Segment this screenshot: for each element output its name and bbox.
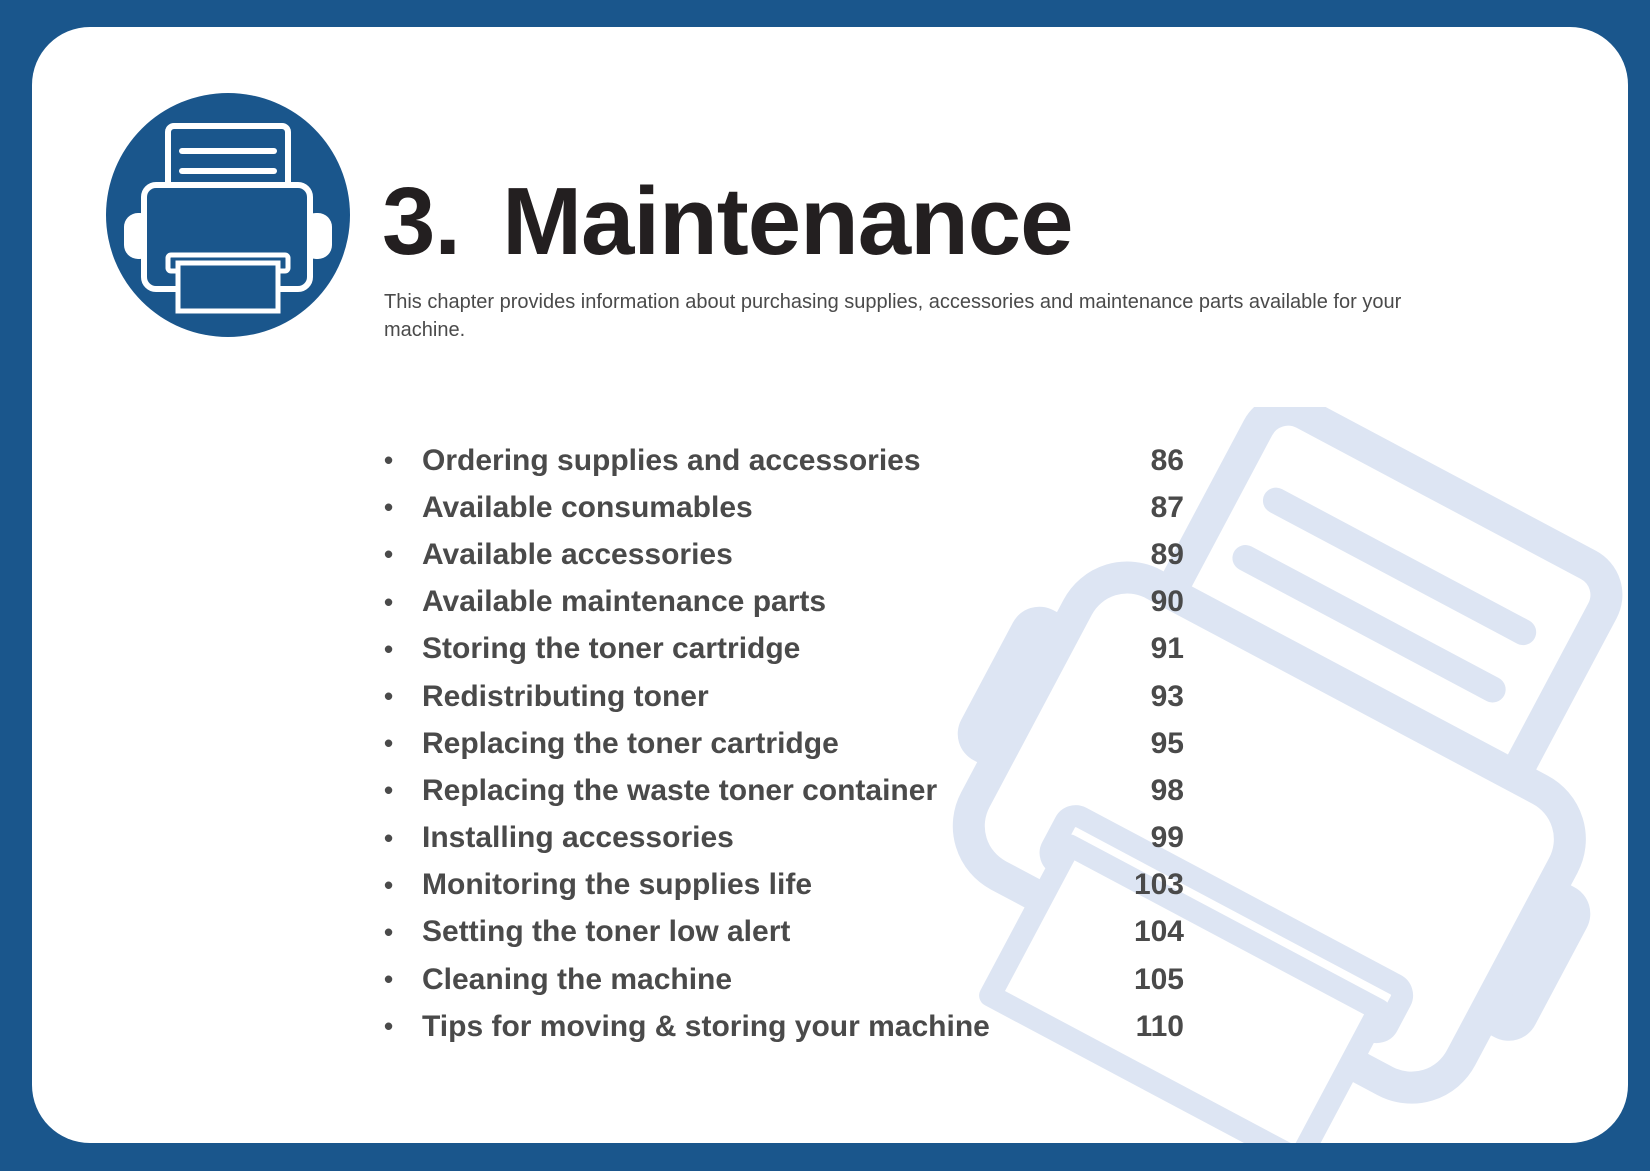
- toc-item-title: Installing accessories: [422, 821, 734, 855]
- toc-item-page: 105: [1133, 962, 1184, 996]
- bullet-icon: •: [384, 1011, 394, 1042]
- bullet-icon: •: [384, 681, 394, 712]
- toc-item-page: 89: [1150, 537, 1184, 571]
- bullet-icon: •: [384, 728, 394, 759]
- toc-item-title: Storing the toner cartridge: [422, 632, 801, 666]
- bullet-icon: •: [384, 869, 394, 900]
- toc-item[interactable]: [384, 767, 1224, 814]
- toc-item[interactable]: [384, 673, 1224, 720]
- toc-item-page: 90: [1150, 585, 1184, 619]
- table-of-contents: [384, 437, 1224, 1050]
- toc-item-title: Ordering supplies and accessories: [422, 443, 921, 477]
- toc-item[interactable]: [384, 626, 1224, 673]
- toc-item-page: 86: [1150, 443, 1184, 477]
- bullet-icon: •: [384, 492, 394, 523]
- bullet-icon: •: [384, 822, 394, 853]
- bullet-icon: •: [384, 964, 394, 995]
- chapter-title: Maintenance: [502, 168, 1073, 275]
- toc-item-title: Redistributing toner: [422, 679, 709, 713]
- toc-item-title: Available accessories: [422, 537, 733, 571]
- toc-item-page: 98: [1150, 773, 1184, 807]
- toc-item-page: 103: [1133, 868, 1184, 902]
- toc-item[interactable]: [384, 862, 1224, 909]
- toc-item-title: Cleaning the machine: [422, 962, 733, 996]
- page-card: [32, 27, 1628, 1143]
- toc-item-title: Replacing the toner cartridge: [422, 726, 839, 760]
- page-title: [382, 167, 1073, 277]
- toc-item-page: 93: [1150, 679, 1184, 713]
- toc-item-title: Replacing the waste toner container: [422, 773, 938, 807]
- bullet-icon: •: [384, 775, 394, 806]
- bullet-icon: •: [384, 916, 394, 947]
- toc-item-page: 99: [1150, 821, 1184, 855]
- toc-item-title: Tips for moving & storing your machine: [422, 1009, 990, 1043]
- toc-item-page: 104: [1133, 915, 1184, 949]
- toc-item-title: Available maintenance parts: [422, 585, 827, 619]
- toc-item[interactable]: [384, 720, 1224, 767]
- toc-item-page: 95: [1150, 726, 1184, 760]
- toc-item-page: 87: [1150, 490, 1184, 524]
- toc-item-page: 91: [1150, 632, 1184, 666]
- toc-item[interactable]: [384, 815, 1224, 862]
- bullet-icon: •: [384, 586, 394, 617]
- bullet-icon: •: [384, 539, 394, 570]
- chapter-description: This chapter provides information about purchasing supplies, accessories and maintenance parts available for your machine.: [384, 291, 1402, 341]
- chapter-number: 3.: [382, 168, 461, 275]
- printer-icon: [106, 93, 350, 337]
- toc-item[interactable]: [384, 909, 1224, 956]
- bullet-icon: •: [384, 633, 394, 664]
- bullet-icon: •: [384, 445, 394, 476]
- toc-item[interactable]: [384, 1003, 1224, 1050]
- toc-item-title: Setting the toner low alert: [422, 915, 791, 949]
- toc-item[interactable]: [384, 437, 1224, 484]
- toc-item[interactable]: [384, 531, 1224, 578]
- toc-item[interactable]: [384, 956, 1224, 1003]
- toc-item-page: 110: [1135, 1009, 1184, 1043]
- toc-item-title: Available consumables: [422, 490, 753, 524]
- toc-item[interactable]: [384, 484, 1224, 531]
- toc-item-title: Monitoring the supplies life: [422, 868, 812, 902]
- toc-item[interactable]: [384, 579, 1224, 626]
